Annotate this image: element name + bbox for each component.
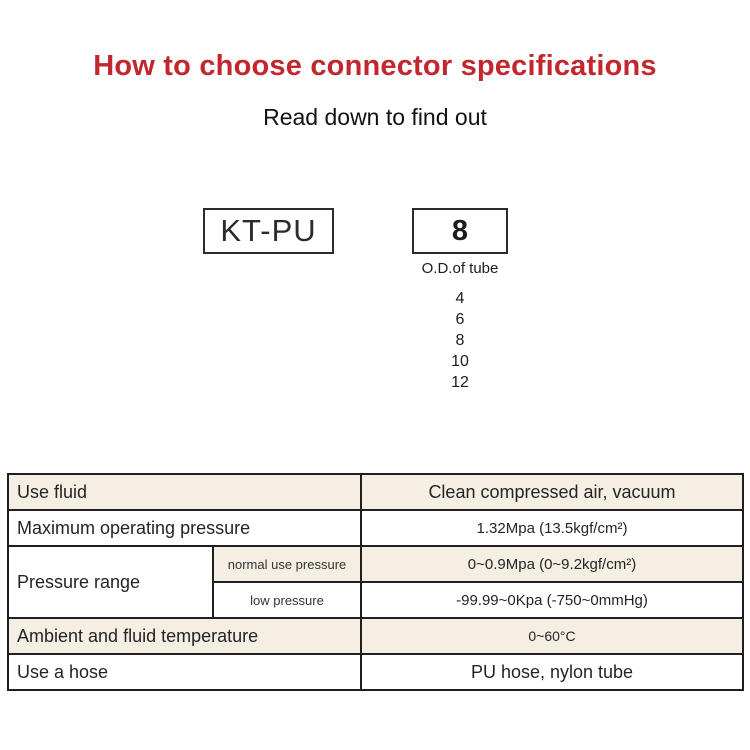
tube-od-options bbox=[402, 288, 518, 393]
tube-od-option: 8 bbox=[455, 332, 465, 349]
page-title: How to choose connector specifications bbox=[93, 50, 657, 82]
page-subtitle: Read down to find out bbox=[263, 104, 487, 130]
use-fluid-value: Clean compressed air, vacuum bbox=[361, 474, 743, 510]
tube-od-option: 10 bbox=[451, 353, 469, 370]
hose-value: PU hose, nylon tube bbox=[361, 654, 743, 690]
tube-od-option: 6 bbox=[455, 311, 465, 328]
normal-pressure-label: normal use pressure bbox=[213, 546, 361, 582]
max-pressure-value: 1.32Mpa (13.5kgf/cm²) bbox=[361, 510, 743, 546]
size-code-box: 8 bbox=[412, 208, 508, 254]
table-row-hose bbox=[8, 654, 743, 690]
pressure-range-label: Pressure range bbox=[8, 546, 213, 618]
table-row-pressure-normal bbox=[8, 546, 743, 582]
use-fluid-label: Use fluid bbox=[8, 474, 361, 510]
table-row-temperature bbox=[8, 618, 743, 654]
table-row-max-pressure bbox=[8, 510, 743, 546]
spec-table bbox=[7, 473, 744, 691]
normal-pressure-value: 0~0.9Mpa (0~9.2kgf/cm²) bbox=[361, 546, 743, 582]
tube-od-option: 4 bbox=[455, 290, 465, 307]
low-pressure-label: low pressure bbox=[213, 582, 361, 618]
hose-label: Use a hose bbox=[8, 654, 361, 690]
series-code-box: KT-PU bbox=[203, 208, 334, 254]
tube-od-caption: O.D.of tube bbox=[421, 260, 499, 277]
max-pressure-label: Maximum operating pressure bbox=[8, 510, 361, 546]
low-pressure-value: -99.99~0Kpa (-750~0mmHg) bbox=[361, 582, 743, 618]
temperature-label: Ambient and fluid temperature bbox=[8, 618, 361, 654]
temperature-value: 0~60°C bbox=[361, 618, 743, 654]
tube-od-option: 12 bbox=[451, 374, 469, 391]
table-row-use-fluid bbox=[8, 474, 743, 510]
